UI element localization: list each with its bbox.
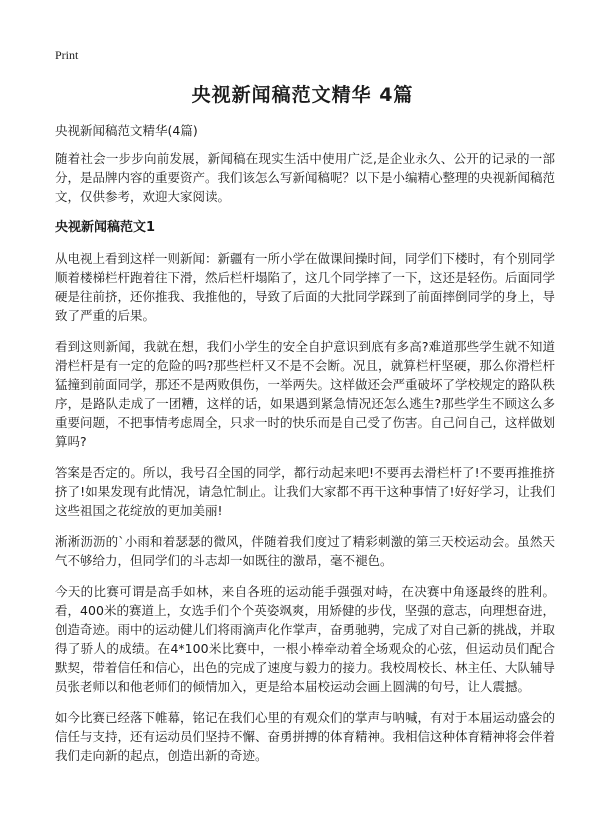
print-link[interactable]: Print	[55, 48, 79, 62]
body-paragraph-1: 从电视上看到这样一则新闻：新疆有一所小学在做课间操时间，同学们下楼时，有个别同学顺着楼梯栏杆跑着往下滑，然后栏杆塌陷了，这几个同学摔了一下，这还是轻伤。后面同学硬是往前挤，还你推我、我推他的，导致了后面的大批同学踩到了前面摔倒同学的身上，导致了严重的后果。	[55, 251, 556, 323]
document-body	[55, 149, 555, 777]
body-paragraph-5: 今天的比赛可谓是高手如林，来自各班的运动能手强强对峙，在决赛中角逐最终的胜利。看，400米的赛道上，女选手们个个英姿飒爽，用矫健的步伐，坚强的意志，向理想奋进，创造奇迹。雨中的运动健儿们将雨滴声化作掌声，奋勇驰骋，完成了对自己新的挑战，并取得了骄人的成绩。在4*100米比赛中，一根小棒牵动着全场观众的心弦，但运动员们配合默契，带着信任和信心，出色的完成了速度与毅力的接力。我校周校长、林主任、大队辅导员张老师以和他老师们的倾情加入，更是给本届校运动会画上圆满的句号，让人震撼。	[55, 584, 556, 694]
intro-paragraph: 随着社会一步步向前发展，新闻稿在现实生活中使用广泛,是企业永久、公开的记录的一部分，是品牌内容的重要资产。我们该怎么写新闻稿呢？以下是小编精心整理的央视新闻稿范文，仅供参考，欢迎大家阅读。	[55, 151, 556, 204]
body-paragraph-2: 看到这则新闻，我就在想，我们小学生的安全自护意识到底有多高?难道那些学生就不知道滑栏杆是有一定的危险的吗?那些栏杆又不是不会断。况且，就算栏杆坚硬，那么你滑栏杆猛撞到前面同学，那还不是两败俱伤，一举两失。这样做还会严重破坏了学校规定的路队秩序，是路队走成了一团糟，这样的话，如果遇到紧急情况还怎么逃生?那些学生不顾这么多重要问题，不把事情考虑周全，只求一时的快乐而是自己受了伤害。自己问自己，这样做划算吗?	[55, 339, 556, 449]
section-heading: 央视新闻稿范文1	[55, 220, 156, 235]
body-paragraph-3: 答案是否定的。所以，我号召全国的同学，都行动起来吧!不要再去滑栏杆了!不要再推推挤挤了!如果发现有此情况，请急忙制止。让我们大家都不再干这种事情了!好好学习，让我们这些祖国之花绽放的更加美丽!	[55, 465, 555, 518]
document-title: 央视新闻稿范文精华 4篇	[191, 84, 414, 106]
body-paragraph-4: 淅淅沥沥的`小雨和着瑟瑟的微风，伴随着我们度过了精彩刺激的第三天校运动会。虽然天气不够给力，但同学们的斗志却一如既往的激昂，毫不褪色。	[55, 534, 555, 568]
body-paragraph-6: 如今比赛已经落下帷幕，铭记在我们心里的有观众们的掌声与呐喊，有对于本届运动盛会的信任与支持，还有运动员们坚持不懈、奋勇拼搏的体育精神。我相信这种体育精神将会伴着我们走向新的起点，创造出新的奇迹。	[55, 710, 556, 763]
document-subtitle: 央视新闻稿范文精华(4篇)	[55, 123, 198, 138]
